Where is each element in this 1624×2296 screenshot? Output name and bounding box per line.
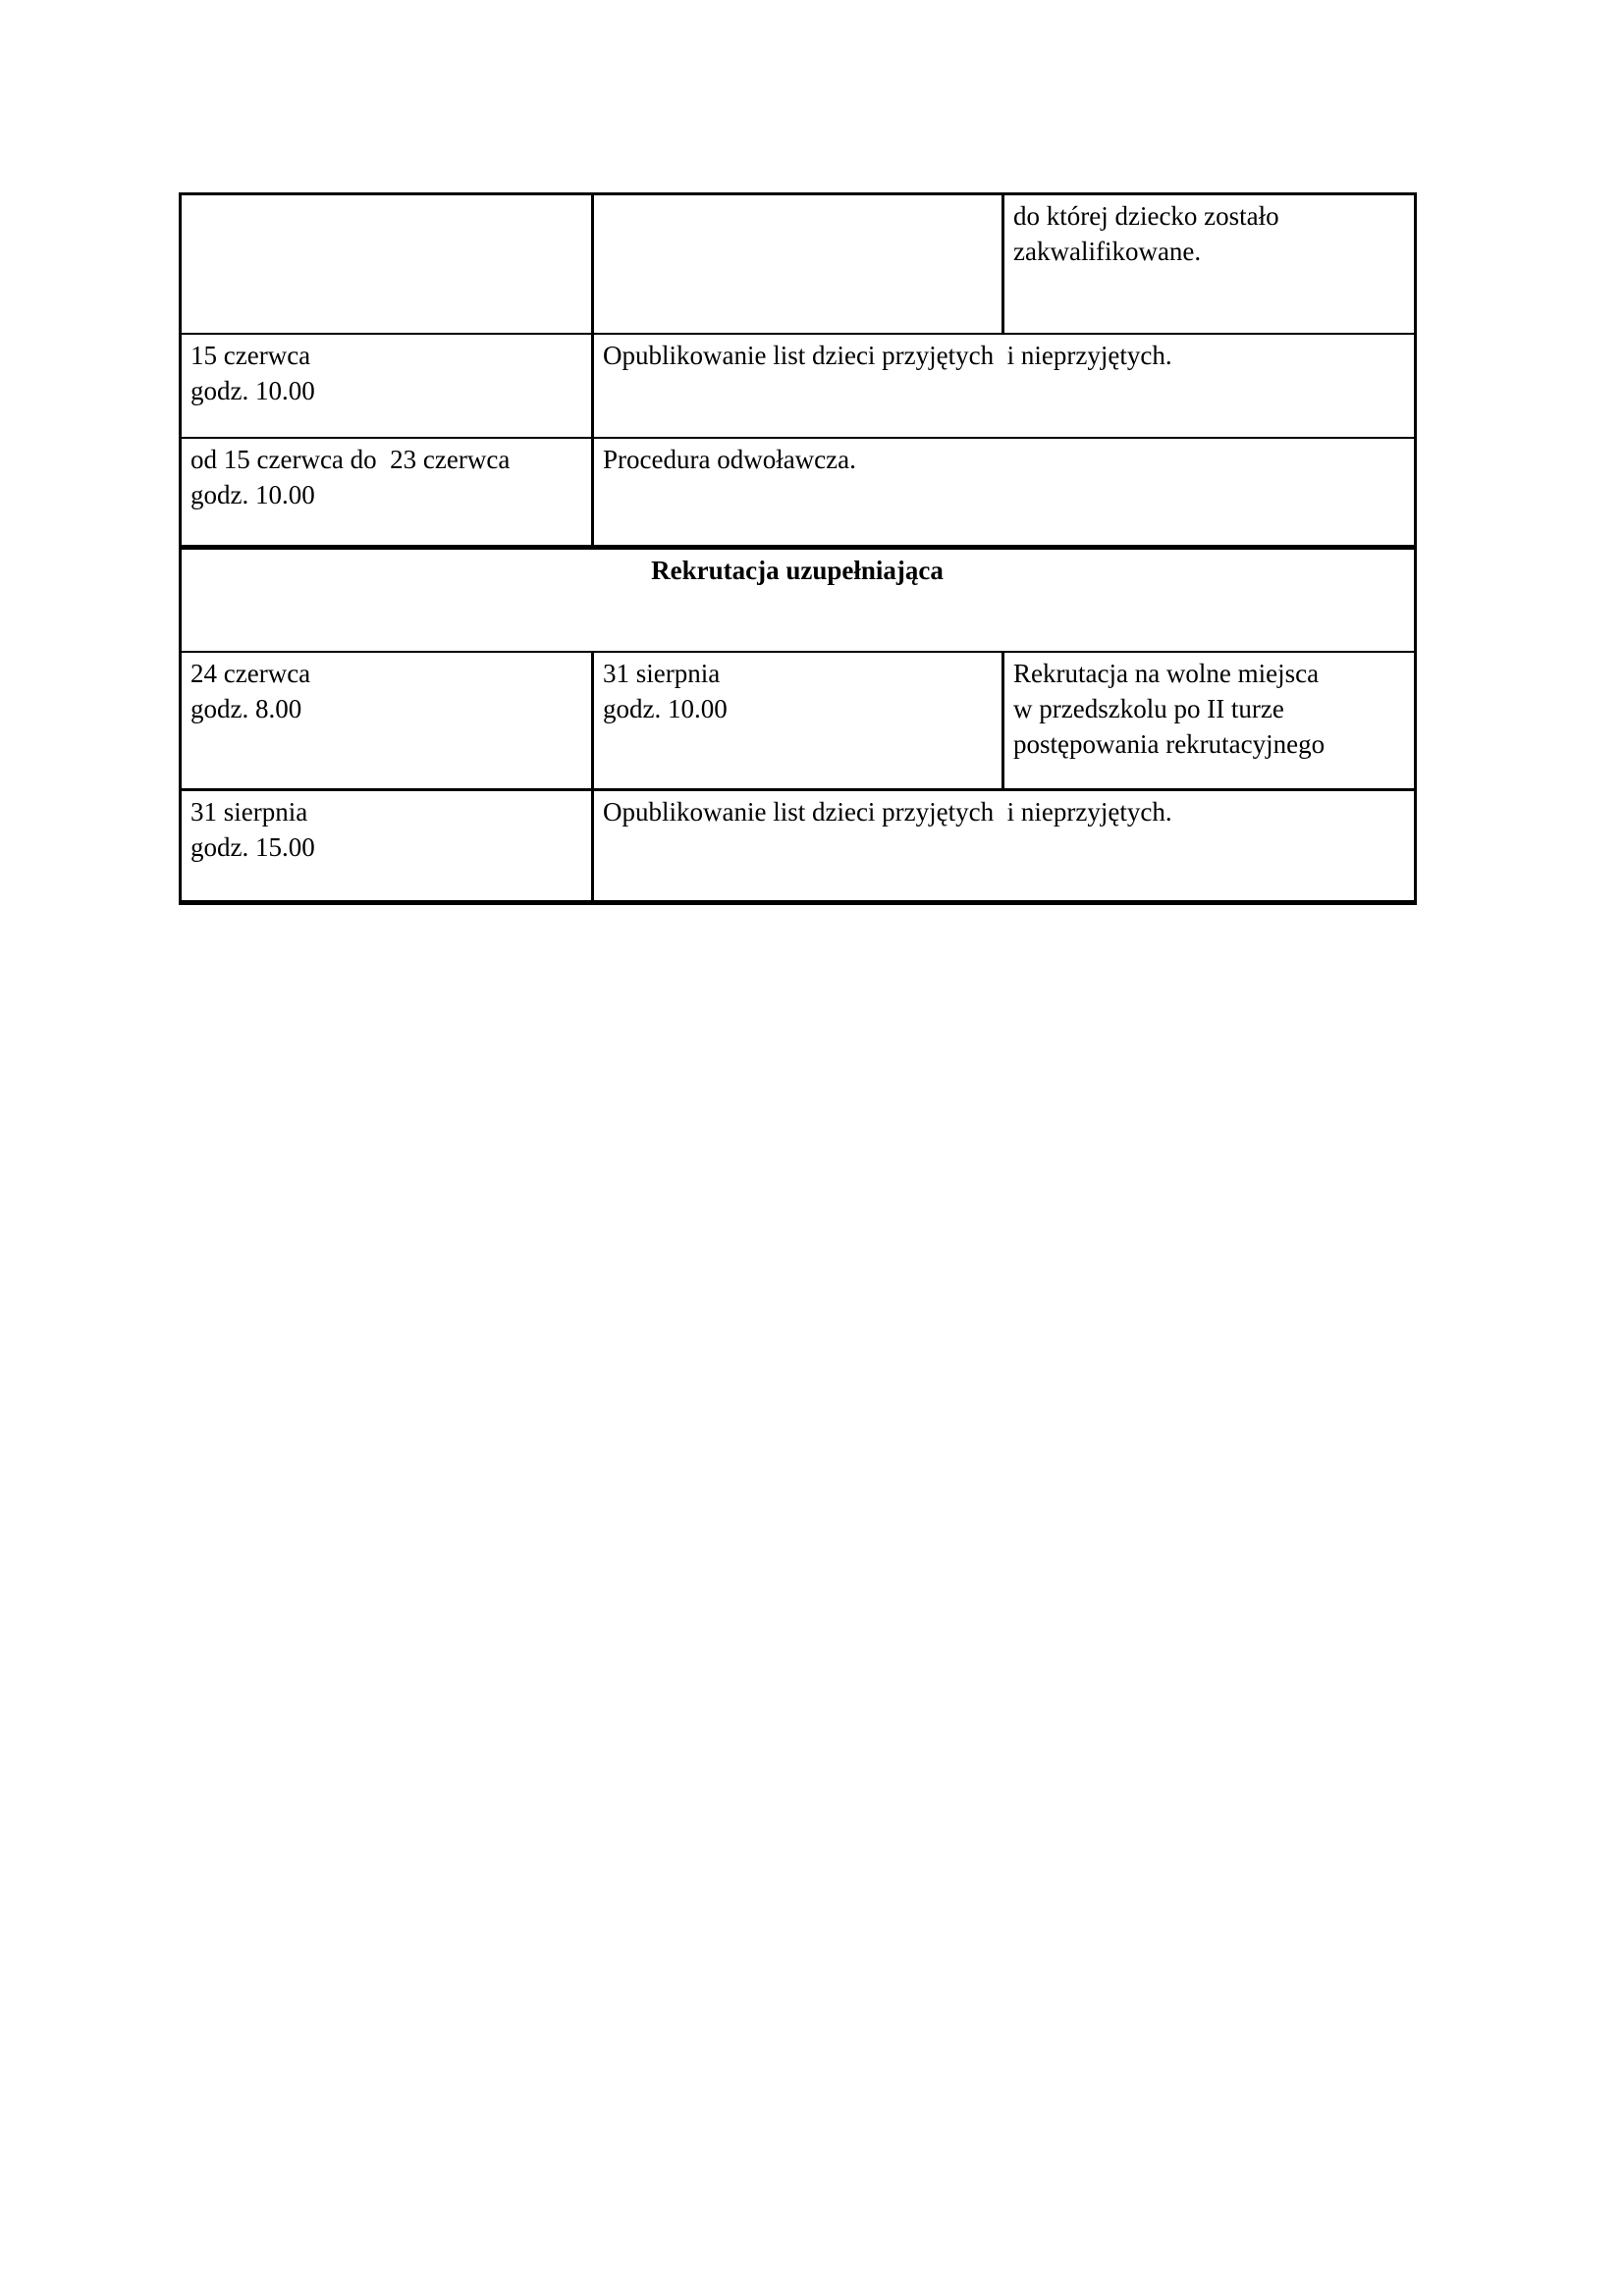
- description-cell: [593, 790, 1416, 903]
- text-line: godz. 15.00: [190, 832, 315, 862]
- text-line: godz. 8.00: [190, 694, 302, 723]
- text-line: godz. 10.00: [190, 376, 315, 405]
- text-line: postępowania rekrutacyjnego: [1013, 729, 1326, 759]
- table-row: [181, 652, 1416, 790]
- text-line: 31 sierpnia: [603, 659, 721, 688]
- start-date-cell: [181, 652, 593, 790]
- text-line: zakwalifikowane.: [1013, 237, 1202, 266]
- end-date-cell: [593, 652, 1003, 790]
- text-line: Rekrutacja na wolne miejsca: [1013, 659, 1320, 688]
- recruitment-schedule-table: [179, 192, 1417, 905]
- text-line: godz. 10.00: [190, 480, 315, 509]
- date-cell: [181, 438, 593, 548]
- qualified-note-cell: [1003, 194, 1416, 335]
- text-line: 31 sierpnia: [190, 797, 308, 827]
- date-cell: [181, 790, 593, 903]
- table-row: [181, 194, 1416, 335]
- description-cell: [1003, 652, 1416, 790]
- text-line: Opublikowanie list dzieci przyjętych i nieprzyjętych.: [603, 341, 1172, 370]
- text-line: Opublikowanie list dzieci przyjętych i nieprzyjętych.: [603, 797, 1172, 827]
- section-header-row: [181, 548, 1416, 653]
- text-line: godz. 10.00: [603, 694, 728, 723]
- text-line: 24 czerwca: [190, 659, 311, 688]
- empty-cell: [181, 194, 593, 335]
- table-row: [181, 438, 1416, 548]
- section-title: Rekrutacja uzupełniająca: [651, 556, 944, 585]
- text-line: od 15 czerwca do 23 czerwca: [190, 445, 511, 474]
- table-row: [181, 790, 1416, 903]
- description-cell: [593, 334, 1416, 438]
- description-cell: [593, 438, 1416, 548]
- empty-cell: [593, 194, 1003, 335]
- section-header-cell: [181, 548, 1416, 653]
- text-line: w przedszkolu po II turze: [1013, 694, 1284, 723]
- text-line: do której dziecko zostało: [1013, 201, 1279, 231]
- text-line: 15 czerwca: [190, 341, 311, 370]
- date-cell: [181, 334, 593, 438]
- table-row: [181, 334, 1416, 438]
- text-line: Procedura odwoławcza.: [603, 445, 856, 474]
